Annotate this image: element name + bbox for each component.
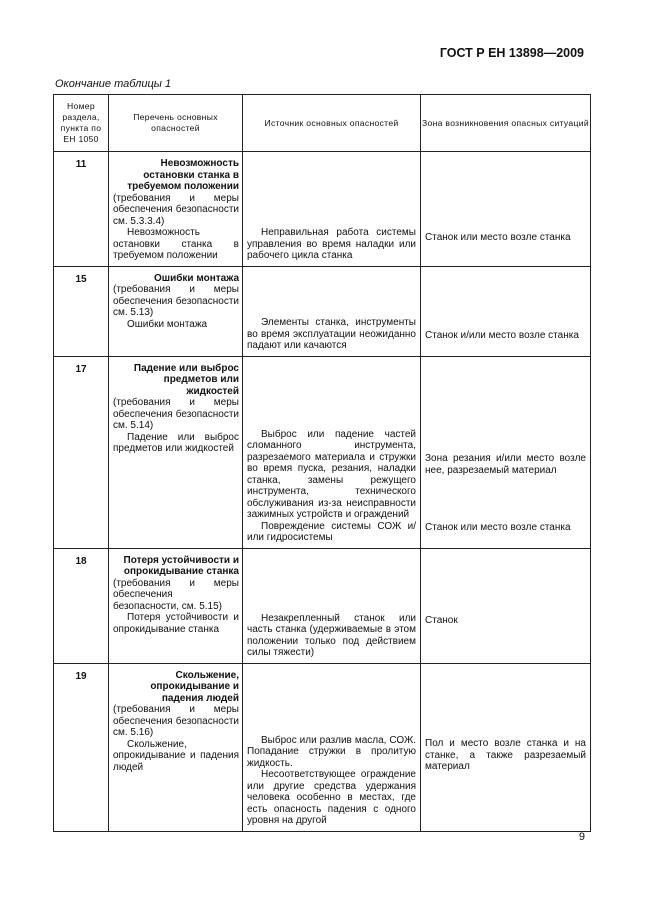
hazard-cell bbox=[109, 663, 243, 831]
hazard-title: Скольжение, опрокидывание и падения людей bbox=[150, 669, 239, 704]
hazard-cell bbox=[109, 548, 243, 663]
zone-cell bbox=[421, 152, 591, 267]
hazard-requirements: (требования и меры обеспечения безопасности см. 5.13) bbox=[113, 284, 239, 318]
table-row bbox=[54, 548, 591, 663]
source-cell bbox=[243, 266, 421, 356]
source-cell bbox=[243, 548, 421, 663]
zone-cell bbox=[421, 356, 591, 548]
source-cell bbox=[243, 356, 421, 548]
hazard-name: Ошибки монтажа bbox=[127, 318, 208, 330]
col-header-hazard-zone: Зона возникновения опасных ситуаций bbox=[421, 95, 591, 152]
zone-text: Станок или место возле станка bbox=[425, 232, 571, 243]
source-text: Неправильная работа системы управления во время наладки или рабочего цикла станка bbox=[247, 227, 416, 261]
table-row bbox=[54, 152, 591, 267]
zone-text: Станок bbox=[425, 615, 458, 626]
row-number: 17 bbox=[54, 356, 109, 548]
hazard-requirements: (требования и меры обеспечения безопасности см. 5.3.3.4) bbox=[113, 192, 239, 227]
row-number: 19 bbox=[54, 663, 109, 831]
hazard-cell bbox=[109, 266, 243, 356]
col-header-hazard-list: Перечень основных опасностей bbox=[109, 95, 243, 152]
table-caption: Окончание таблицы 1 bbox=[55, 78, 172, 90]
source-cell bbox=[243, 663, 421, 831]
hazard-title: Падение или выброс предметов или жидкостей bbox=[133, 362, 239, 397]
hazard-cell bbox=[109, 356, 243, 548]
col-header-section-number: Номер раздела, пункта по ЕН 1050 bbox=[54, 95, 109, 152]
source-text: Незакрепленный станок или часть станка (удерживаемые в этом положении только под действием силы тяжести) bbox=[247, 612, 416, 658]
source-text: Выброс или падение частей сломанного инструмента, разрезаемого материала и стружки во время пуска, резания, наладки станка, замены режущего инструмента, технического обслуживания из-за неисправности зажимных устройств и ограждений bbox=[247, 428, 416, 520]
hazard-cell bbox=[109, 152, 243, 267]
zone-text: Пол и место возле станка и на станке, а также разрезаемый материал bbox=[425, 738, 586, 772]
col-header-hazard-source: Источник основных опасностей bbox=[243, 95, 421, 152]
table-row bbox=[54, 356, 591, 548]
table-header-row bbox=[54, 95, 591, 152]
table-row bbox=[54, 266, 591, 356]
hazard-name: Потеря устойчивости и опрокидывание станка bbox=[113, 612, 239, 635]
row-number: 15 bbox=[54, 266, 109, 356]
hazard-requirements: (требования и меры обеспечения безопасности, см. 5.15) bbox=[113, 577, 239, 612]
source-text: Выброс или разлив масла, СОЖ. Попадание стружки в пролитую жидкость. bbox=[247, 734, 416, 769]
row-number: 18 bbox=[54, 548, 109, 663]
standard-designation: ГОСТ Р ЕН 13898—2009 bbox=[439, 46, 584, 60]
zone-cell bbox=[421, 548, 591, 663]
hazard-name: Невозможность остановки станка в требуемом положении bbox=[113, 227, 239, 261]
row-number: 11 bbox=[54, 152, 109, 267]
hazard-title: Потеря устойчивости и опрокидывание станка bbox=[123, 554, 239, 577]
hazard-name: Падение или выброс предметов или жидкостей bbox=[113, 431, 239, 454]
hazard-requirements: (требования и меры обеспечения безопасности см. 5.14) bbox=[113, 397, 239, 431]
source-text: Элементы станка, инструменты во время эксплуатации неожиданно падают или качаются bbox=[247, 317, 416, 351]
zone-text: Зона резания и/или место возле нее, разрезаемый материал bbox=[425, 453, 586, 476]
hazard-title: Невозможность остановки станка в требуемом положении bbox=[127, 158, 239, 192]
source-text: Повреждение системы СОЖ и/или гидросистемы bbox=[247, 520, 416, 543]
hazards-table bbox=[53, 94, 591, 832]
zone-text: Станок или место возле станка bbox=[425, 522, 571, 533]
zone-text: Станок и/или место возле станка bbox=[425, 330, 579, 341]
zone-cell bbox=[421, 663, 591, 831]
page-number: 9 bbox=[578, 831, 585, 843]
table-row bbox=[54, 663, 591, 831]
hazard-title: Ошибки монтажа bbox=[153, 272, 239, 284]
zone-cell bbox=[421, 266, 591, 356]
hazard-requirements: (требования и меры обеспечения безопасности см. 5.16) bbox=[113, 704, 239, 738]
hazard-name: Скольжение, опрокидывание и падения людей bbox=[113, 738, 239, 773]
source-text: Несоответствующее ограждение или другие средства удержания человека особенно в местах, где есть опасность падения с одного уровня на другой bbox=[247, 769, 416, 826]
source-cell bbox=[243, 152, 421, 267]
